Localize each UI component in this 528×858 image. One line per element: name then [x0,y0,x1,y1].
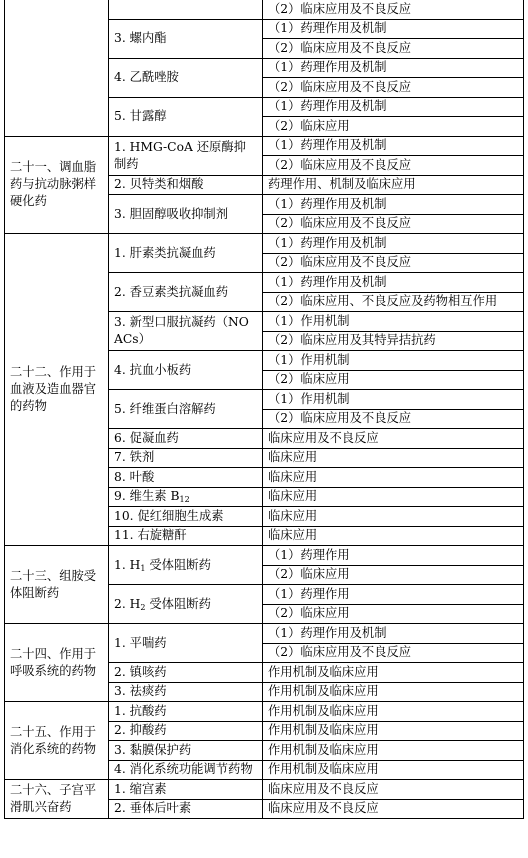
chapter-cell: 二十六、子宫平滑肌兴奋药 [5,780,109,819]
syllabus-table [4,0,524,819]
subtopic-cell: （1）药理作用及机制 [263,234,524,254]
topic-cell: 3. 新型口服抗凝药（NOACs） [109,312,263,351]
subtopic-cell: （2）临床应用 [263,565,524,585]
subscript: 1 [140,563,146,573]
table-row [5,780,524,800]
subtopic-cell: （1）药理作用及机制 [263,624,524,644]
subtopic-cell: 作用机制及临床应用 [263,663,524,683]
subtopic-cell: 作用机制及临床应用 [263,741,524,761]
subtopic-cell: （1）药理作用 [263,546,524,566]
topic-cell: 1. 肝素类抗凝血药 [109,234,263,273]
subtopic-cell: 临床应用及不良反应 [263,780,524,800]
topic-cell: 2. 香豆素类抗凝血药 [109,273,263,312]
table-row [5,234,524,254]
table-row [5,0,524,19]
topic-cell: 2. 贝特类和烟酸 [109,175,263,195]
table-row [5,702,524,722]
subtopic-cell: 作用机制及临床应用 [263,721,524,741]
subtopic-cell: （2）临床应用 [263,604,524,624]
subtopic-cell: （1）作用机制 [263,390,524,410]
subtopic-cell: 临床应用及不良反应 [263,799,524,819]
subtopic-cell: 药理作用、机制及临床应用 [263,175,524,195]
subtopic-cell: （1）药理作用 [263,585,524,605]
subtopic-cell: 临床应用 [263,448,524,468]
topic-cell: 2. 垂体后叶素 [109,799,263,819]
subtopic-cell: （1）药理作用及机制 [263,97,524,117]
topic-cell: 4. 乙酰唑胺 [109,58,263,97]
topic-cell: 9. 维生素 $B_{12}$ [109,487,263,507]
topic-cell: 1. 缩宫素 [109,780,263,800]
subtopic-cell: （2）临床应用及不良反应 [263,78,524,98]
subtopic-cell: 临床应用 [263,507,524,527]
subscript: 2 [140,602,146,612]
table-row [5,546,524,566]
subtopic-cell: （2）临床应用及不良反应 [263,214,524,234]
topic-cell: 2. 抑酸药 [109,721,263,741]
topic-cell: 2. 镇咳药 [109,663,263,683]
subscript: 12 [179,495,190,505]
subtopic-cell: 临床应用 [263,468,524,488]
topic-cell: 4. 消化系统功能调节药物 [109,760,263,780]
subtopic-cell: （2）临床应用及不良反应 [263,643,524,663]
subtopic-cell: （2）临床应用及不良反应 [263,156,524,176]
topic-cell: 3. 螺内酯 [109,19,263,58]
subtopic-cell: （2）临床应用及不良反应 [263,253,524,273]
topic-cell: 10. 促红细胞生成素 [109,507,263,527]
chapter-cell: 二十三、组胺受体阻断药 [5,546,109,624]
chapter-cell: 二十五、作用于消化系统的药物 [5,702,109,780]
subtopic-cell: （2）临床应用、不良反应及药物相互作用 [263,292,524,312]
topic-cell: 8. 叶酸 [109,468,263,488]
subtopic-cell: （1）药理作用及机制 [263,273,524,293]
topic-cell: 5. 纤维蛋白溶解药 [109,390,263,429]
subtopic-cell: 作用机制及临床应用 [263,682,524,702]
topic-cell: 2. $H_2$ 受体阻断药 [109,585,263,624]
subtopic-cell: 作用机制及临床应用 [263,760,524,780]
topic-cell: 3. 胆固醇吸收抑制剂 [109,195,263,234]
subtopic-cell: （1）作用机制 [263,351,524,371]
topic-cell: 1. 平喘药 [109,624,263,663]
topic-cell [109,0,263,19]
topic-cell: 1. 抗酸药 [109,702,263,722]
subtopic-cell: （2）临床应用 [263,370,524,390]
chapter-cell [5,0,109,136]
chapter-cell: 二十二、作用于血液及造血器官的药物 [5,234,109,546]
subtopic-cell: 临床应用 [263,487,524,507]
subtopic-cell: （2）临床应用及不良反应 [263,39,524,59]
subtopic-cell: （2）临床应用及其特异拮抗药 [263,331,524,351]
subtopic-cell: （1）作用机制 [263,312,524,332]
topic-cell: 5. 甘露醇 [109,97,263,136]
subtopic-cell: （1）药理作用及机制 [263,19,524,39]
topic-cell: 11. 右旋糖酐 [109,526,263,546]
subtopic-cell: （2）临床应用 [263,117,524,137]
subtopic-cell: （1）药理作用及机制 [263,58,524,78]
chapter-cell: 二十四、作用于呼吸系统的药物 [5,624,109,702]
subtopic-cell: 作用机制及临床应用 [263,702,524,722]
topic-cell: 3. 黏膜保护药 [109,741,263,761]
table-row [5,136,524,156]
topic-cell: 1. HMG-CoA 还原酶抑制药 [109,136,263,175]
subtopic-cell: （1）药理作用及机制 [263,195,524,215]
topic-cell: 4. 抗血小板药 [109,351,263,390]
topic-cell: 6. 促凝血药 [109,429,263,449]
subtopic-cell: （1）药理作用及机制 [263,136,524,156]
subtopic-cell: 临床应用 [263,526,524,546]
topic-cell: 1. $H_1$ 受体阻断药 [109,546,263,585]
table-row [5,624,524,644]
topic-cell: 7. 铁剂 [109,448,263,468]
chapter-cell: 二十一、调血脂药与抗动脉粥样硬化药 [5,136,109,234]
subtopic-cell: （2）临床应用及不良反应 [263,0,524,19]
topic-cell: 3. 祛痰药 [109,682,263,702]
subtopic-cell: 临床应用及不良反应 [263,429,524,449]
subtopic-cell: （2）临床应用及不良反应 [263,409,524,429]
